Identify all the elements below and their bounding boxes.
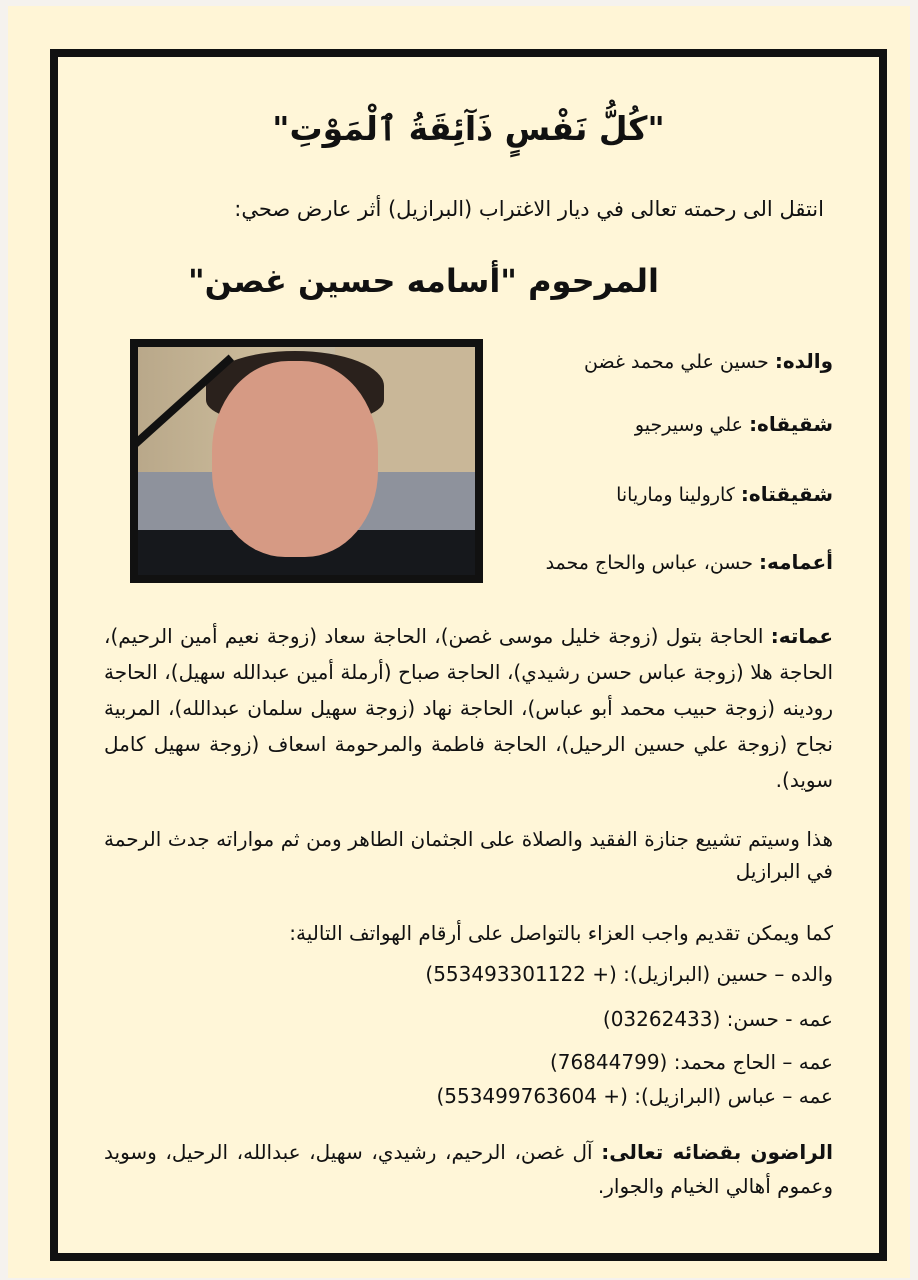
closing-value: آل غصن، الرحيم، رشيدي، سهيل، عبدالله، الرحيل، وسويد وعموم أهالي الخيام والجوار.	[104, 1140, 833, 1198]
brothers-value: علي وسيرجيو	[634, 414, 744, 436]
uncles-line	[546, 550, 833, 574]
quran-verse: "كُلُّ نَفْسٍ ذَآئِقَةُ ٱلْمَوْتِ"	[272, 109, 665, 148]
contact-father	[425, 962, 833, 986]
brothers-line	[635, 412, 833, 436]
funeral-paragraph: هذا وسيتم تشييع جنازة الفقيد والصلاة على الجثمان الطاهر ومن ثم مواراته جدث الرحمة في البرازيل	[104, 827, 833, 883]
uncles-value: حسن، عباس والحاج محمد	[545, 552, 753, 574]
phone-number: (03262433)	[602, 1007, 721, 1031]
condolence-intro: كما ويمكن تقديم واجب العزاء بالتواصل على أرقام الهواتف التالية:	[289, 921, 833, 945]
contact-uncle-abbas	[436, 1084, 833, 1108]
phone-number: (76844799)	[549, 1050, 668, 1074]
father-value: حسين علي محمد غضن	[584, 351, 769, 373]
contact-label: عمه – عباس (البرازيل):	[627, 1084, 833, 1108]
contact-uncle-hassan	[603, 1007, 833, 1031]
aunts-value: الحاجة بتول (زوجة خليل موسى غصن)، الحاجة سعاد (زوجة نعيم أمين الرحيم)، الحاجة هلا (زوجة عباس حسن رشيدي)، الحاجة صباح (أرملة أمين عبدالله سهيل)، الحاجة رودينه (زوجة حبيب محمد أبو عباس)، الحاجة نهاد (زوجة سهيل سلمان عبدالله)، المربية نجاح (زوجة علي حسين الرحيل)، الحاجة فاطمة والمرحومة اسعاف (زوجة سهيل كامل سويد).	[104, 624, 833, 792]
intro-line: انتقل الى رحمته تعالى في ديار الاغتراب (البرازيل) أثر عارض صحي:	[234, 197, 824, 221]
father-label: والده:	[774, 349, 833, 373]
obituary-content	[58, 57, 879, 1253]
closing-paragraph	[104, 1135, 833, 1203]
deceased-photo	[130, 339, 483, 583]
father-line	[584, 349, 833, 373]
aunts-label: عماته:	[770, 624, 834, 648]
contact-label: عمه - حسن:	[720, 1007, 833, 1031]
contact-label: والده – حسين (البرازيل):	[616, 962, 833, 986]
aunts-paragraph	[104, 618, 833, 798]
photo-face	[212, 361, 378, 557]
uncles-label: أعمامه:	[759, 550, 833, 574]
paper-sheet	[8, 6, 910, 1278]
deceased-name: المرحوم "أسامه حسين غصن"	[187, 262, 660, 300]
closing-label: الراضون بقضائه تعالى:	[601, 1140, 833, 1164]
phone-number: (553493301122 +)	[425, 962, 617, 986]
contact-label: عمه – الحاج محمد:	[667, 1050, 833, 1074]
sisters-label: شقيقتاه:	[740, 482, 833, 506]
sisters-value: كارولينا وماريانا	[616, 484, 735, 506]
contact-uncle-mohammad	[550, 1050, 833, 1074]
obituary-frame	[50, 49, 887, 1261]
sisters-line	[616, 482, 833, 506]
phone-number: (553499763604 +)	[436, 1084, 628, 1108]
brothers-label: شقيقاه:	[749, 412, 833, 436]
